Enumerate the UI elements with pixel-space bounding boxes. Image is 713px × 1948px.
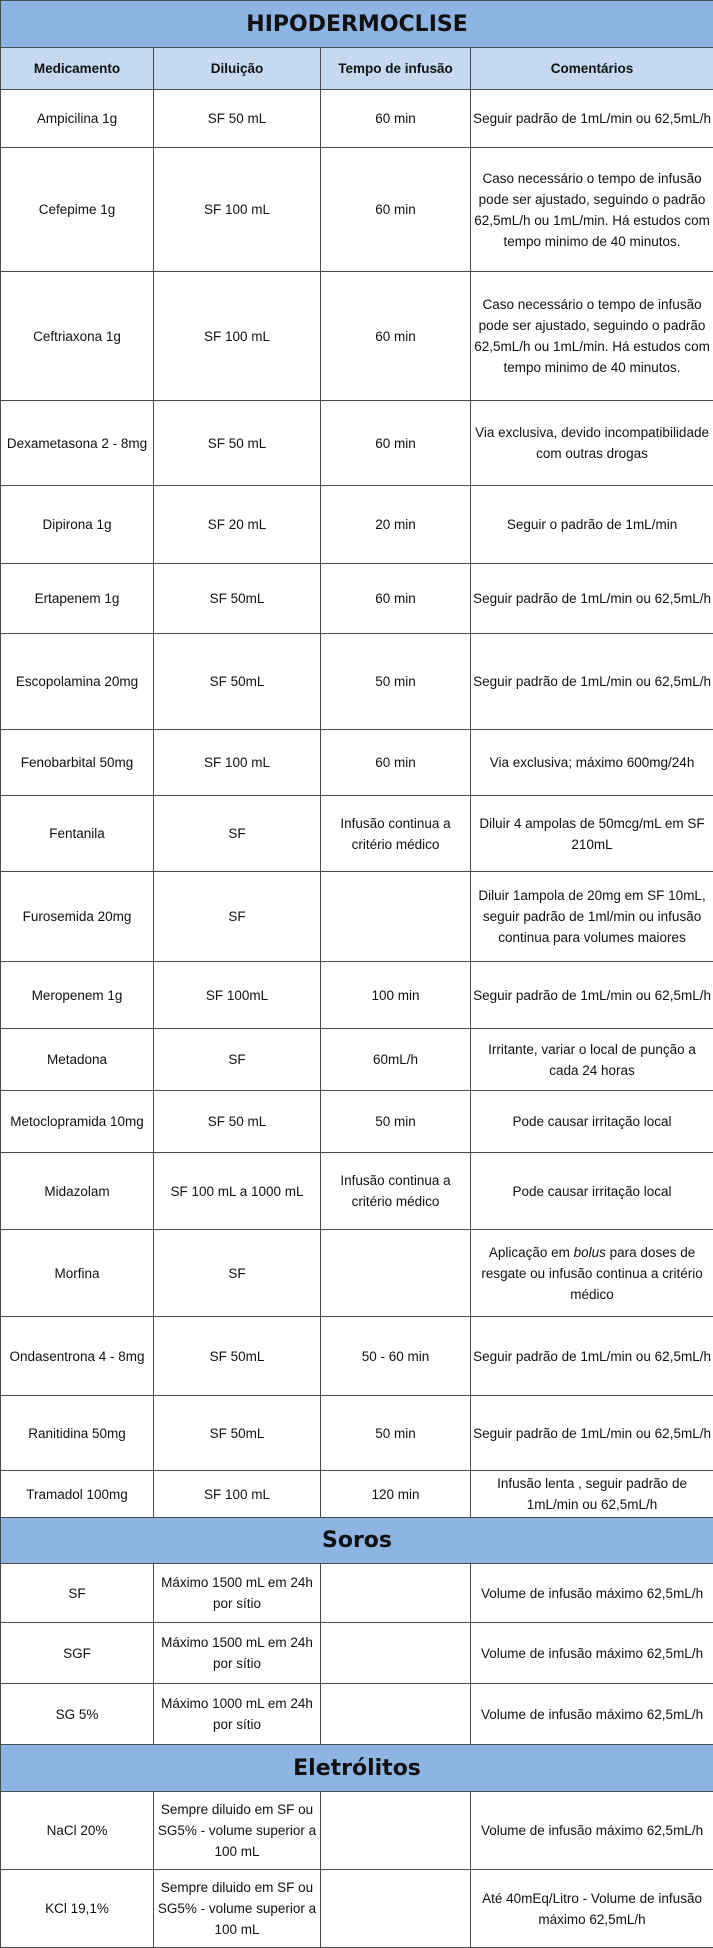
- time-cell: 60 min: [321, 564, 471, 634]
- name-cell: NaCl 20%: [1, 1792, 154, 1870]
- dilution-cell: Máximo 1500 mL em 24h por sítio: [154, 1564, 321, 1623]
- dilution-cell: SF: [154, 796, 321, 872]
- dilution-cell: Sempre diluido em SF ou SG5% - volume superior a 100 mL: [154, 1792, 321, 1870]
- dilution-cell: Máximo 1000 mL em 24h por sítio: [154, 1684, 321, 1745]
- name-cell: Ampicilina 1g: [1, 90, 154, 148]
- name-cell: Metoclopramida 10mg: [1, 1091, 154, 1153]
- comment-cell: [471, 1230, 713, 1317]
- comment-cell: Diluir 1ampola de 20mg em SF 10mL, seguir padrão de 1ml/min ou infusão continua para volumes maiores: [471, 872, 713, 962]
- medication-row: [1, 564, 713, 634]
- dilution-cell: SF 100mL: [154, 962, 321, 1029]
- medication-row: [1, 1091, 713, 1153]
- name-cell: Ceftriaxona 1g: [1, 272, 154, 401]
- medication-row: [1, 148, 713, 272]
- name-cell: Dexametasona 2 - 8mg: [1, 401, 154, 486]
- comment-cell: Volume de infusão máximo 62,5mL/h: [471, 1564, 713, 1623]
- soro-row: [1, 1623, 713, 1684]
- comment-cell: Seguir padrão de 1mL/min ou 62,5mL/h: [471, 90, 713, 148]
- dilution-cell: SF 50mL: [154, 634, 321, 730]
- comment-cell: Via exclusiva; máximo 600mg/24h: [471, 730, 713, 796]
- dilution-cell: SF 100 mL: [154, 272, 321, 401]
- soro-row: [1, 1564, 713, 1623]
- time-cell: [321, 1792, 471, 1870]
- medication-row: [1, 872, 713, 962]
- dilution-cell: SF: [154, 872, 321, 962]
- medication-row: [1, 401, 713, 486]
- time-cell: [321, 1623, 471, 1684]
- time-cell: 20 min: [321, 486, 471, 564]
- name-cell: Fentanila: [1, 796, 154, 872]
- time-cell: [321, 1230, 471, 1317]
- dilution-cell: SF 50mL: [154, 1317, 321, 1396]
- time-cell: 50 min: [321, 1091, 471, 1153]
- medication-row: [1, 730, 713, 796]
- dilution-cell: SF 20 mL: [154, 486, 321, 564]
- name-cell: Fenobarbital 50mg: [1, 730, 154, 796]
- name-cell: SGF: [1, 1623, 154, 1684]
- name-cell: KCl 19,1%: [1, 1870, 154, 1948]
- dilution-cell: SF 100 mL: [154, 730, 321, 796]
- comment-text: para doses de resgate ou infusão continua a critério médico: [481, 1245, 702, 1302]
- comment-cell: Pode causar irritação local: [471, 1091, 713, 1153]
- time-cell: 60 min: [321, 401, 471, 486]
- time-cell: 60mL/h: [321, 1029, 471, 1091]
- comment-cell: Caso necessário o tempo de infusão pode ser ajustado, seguindo o padrão 62,5mL/h ou 1mL/min. Há estudos com tempo minimo de 40 minutos.: [471, 148, 713, 272]
- time-cell: 50 min: [321, 1396, 471, 1471]
- comment-cell: Infusão lenta , seguir padrão de 1mL/min ou 62,5mL/h: [471, 1471, 713, 1518]
- time-cell: 50 min: [321, 634, 471, 730]
- time-cell: 60 min: [321, 730, 471, 796]
- name-cell: Furosemida 20mg: [1, 872, 154, 962]
- time-cell: [321, 1564, 471, 1623]
- section-title-eletrolitos: Eletrólitos: [1, 1745, 713, 1792]
- header-diluicao: Diluição: [154, 48, 321, 90]
- soro-row: [1, 1684, 713, 1745]
- name-cell: Meropenem 1g: [1, 962, 154, 1029]
- medication-row: [1, 796, 713, 872]
- comment-cell: Via exclusiva, devido incompatibilidade com outras drogas: [471, 401, 713, 486]
- comment-cell: Seguir padrão de 1mL/min ou 62,5mL/h: [471, 634, 713, 730]
- comment-cell: Seguir padrão de 1mL/min ou 62,5mL/h: [471, 564, 713, 634]
- comment-cell: Caso necessário o tempo de infusão pode ser ajustado, seguindo o padrão 62,5mL/h ou 1mL/min. Há estudos com tempo minimo de 40 minutos.: [471, 272, 713, 401]
- comment-text: Aplicação em: [489, 1245, 574, 1260]
- name-cell: SG 5%: [1, 1684, 154, 1745]
- comment-cell: Seguir padrão de 1mL/min ou 62,5mL/h: [471, 1317, 713, 1396]
- comment-cell: Volume de infusão máximo 62,5mL/h: [471, 1623, 713, 1684]
- time-cell: Infusão continua a critério médico: [321, 1153, 471, 1230]
- time-cell: [321, 1870, 471, 1948]
- time-cell: 60 min: [321, 148, 471, 272]
- dilution-cell: SF 50 mL: [154, 1091, 321, 1153]
- name-cell: Ondasentrona 4 - 8mg: [1, 1317, 154, 1396]
- comment-cell: Volume de infusão máximo 62,5mL/h: [471, 1792, 713, 1870]
- dilution-cell: SF 50 mL: [154, 401, 321, 486]
- time-cell: 60 min: [321, 272, 471, 401]
- section-title-soros: Soros: [1, 1518, 713, 1564]
- dilution-cell: SF: [154, 1029, 321, 1091]
- medication-row: [1, 1471, 713, 1518]
- comment-cell: Seguir o padrão de 1mL/min: [471, 486, 713, 564]
- medication-row: [1, 272, 713, 401]
- medication-row: [1, 1396, 713, 1471]
- dilution-cell: SF 100 mL: [154, 1471, 321, 1518]
- time-cell: [321, 1684, 471, 1745]
- name-cell: Ertapenem 1g: [1, 564, 154, 634]
- name-cell: Cefepime 1g: [1, 148, 154, 272]
- name-cell: Dipirona 1g: [1, 486, 154, 564]
- medication-row: [1, 90, 713, 148]
- name-cell: Metadona: [1, 1029, 154, 1091]
- medication-row: [1, 1230, 713, 1317]
- header-medicamento: Medicamento: [1, 48, 154, 90]
- medication-row: [1, 486, 713, 564]
- medication-row: [1, 1029, 713, 1091]
- dilution-cell: SF 50mL: [154, 1396, 321, 1471]
- time-cell: Infusão continua a critério médico: [321, 796, 471, 872]
- medication-row: [1, 1153, 713, 1230]
- medication-row: [1, 634, 713, 730]
- dilution-cell: SF 50 mL: [154, 90, 321, 148]
- header-comentarios: Comentários: [471, 48, 713, 90]
- dilution-cell: SF 100 mL a 1000 mL: [154, 1153, 321, 1230]
- name-cell: SF: [1, 1564, 154, 1623]
- table-title: HIPODERMOCLISE: [1, 1, 713, 48]
- dilution-cell: Máximo 1500 mL em 24h por sítio: [154, 1623, 321, 1684]
- comment-cell: Irritante, variar o local de punção a cada 24 horas: [471, 1029, 713, 1091]
- name-cell: Ranitidina 50mg: [1, 1396, 154, 1471]
- dilution-cell: SF 100 mL: [154, 148, 321, 272]
- comment-cell: Até 40mEq/Litro - Volume de infusão máximo 62,5mL/h: [471, 1870, 713, 1948]
- eletrolito-row: [1, 1870, 713, 1948]
- comment-cell: Diluir 4 ampolas de 50mcg/mL em SF 210mL: [471, 796, 713, 872]
- dilution-cell: Sempre diluido em SF ou SG5% - volume superior a 100 mL: [154, 1870, 321, 1948]
- time-cell: 50 - 60 min: [321, 1317, 471, 1396]
- comment-cell: Volume de infusão máximo 62,5mL/h: [471, 1684, 713, 1745]
- comment-cell: Seguir padrão de 1mL/min ou 62,5mL/h: [471, 1396, 713, 1471]
- medication-row: [1, 962, 713, 1029]
- dilution-cell: SF: [154, 1230, 321, 1317]
- time-cell: 100 min: [321, 962, 471, 1029]
- time-cell: 60 min: [321, 90, 471, 148]
- comment-cell: Seguir padrão de 1mL/min ou 62,5mL/h: [471, 962, 713, 1029]
- time-cell: [321, 872, 471, 962]
- comment-cell: Pode causar irritação local: [471, 1153, 713, 1230]
- eletrolito-row: [1, 1792, 713, 1870]
- name-cell: Tramadol 100mg: [1, 1471, 154, 1518]
- name-cell: Midazolam: [1, 1153, 154, 1230]
- name-cell: Morfina: [1, 1230, 154, 1317]
- name-cell: Escopolamina 20mg: [1, 634, 154, 730]
- comment-emphasis: bolus: [574, 1245, 606, 1260]
- medication-row: [1, 1317, 713, 1396]
- header-tempo: Tempo de infusão: [321, 48, 471, 90]
- time-cell: 120 min: [321, 1471, 471, 1518]
- dilution-cell: SF 50mL: [154, 564, 321, 634]
